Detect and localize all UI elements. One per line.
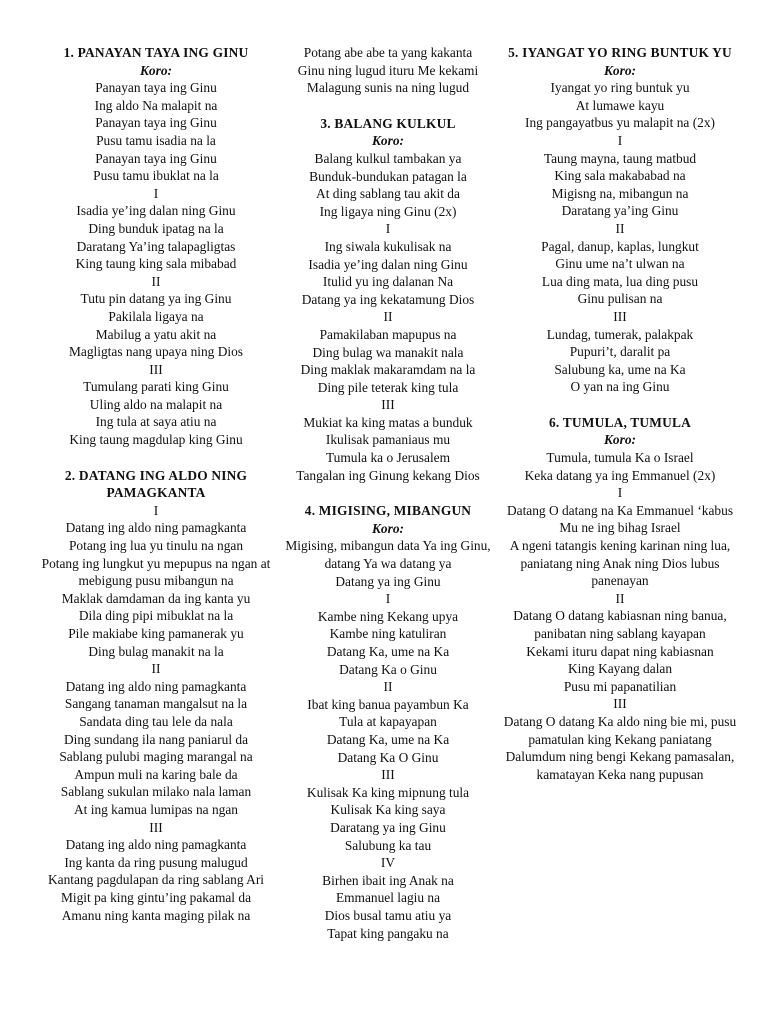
lyric-line: III	[613, 696, 627, 712]
lyric-line: Kambe ning katuliran	[329, 626, 447, 642]
koro-label: Koro:	[372, 520, 404, 536]
lyric-line: Sandata ding tau lele da nala	[79, 713, 233, 729]
koro-label: Koro:	[604, 62, 636, 78]
song-3	[268, 115, 508, 484]
lyric-line: Ing ligaya ning Ginu (2x)	[319, 203, 457, 219]
lyric-line: Dalumdum ning bengi Kekang pamasalan, kamatayan Keka nang pupusan	[505, 749, 735, 782]
lyric-line: Ding pile teterak king tula	[317, 379, 459, 395]
song-title: 1. PANAYAN TAYA ING GINU	[63, 45, 249, 60]
lyric-line: King taung king sala mibabad	[75, 256, 237, 272]
lyric-line: II	[383, 309, 393, 325]
lyric-line: Kulisak Ka king saya	[330, 802, 446, 818]
lyric-line: Maklak damdaman da ing kanta yu	[61, 590, 251, 606]
lyric-line: O yan na ing Ginu	[570, 379, 670, 395]
lyric-line: Kekami ituru dapat ning kabiasnan	[526, 643, 714, 659]
lyric-line: Ing pangayatbus yu malapit na (2x)	[524, 115, 716, 131]
lyric-line: Ibat king banua payambun Ka	[307, 696, 469, 712]
lyric-line: Mukiat ka king matas a bunduk	[303, 414, 473, 430]
lyric-line: Datang Ka o Ginu	[339, 661, 437, 677]
lyric-line: Panayan taya ing Ginu	[95, 115, 217, 131]
koro-label: Koro:	[604, 432, 636, 448]
song-5	[500, 44, 740, 396]
lyric-line: Kulisak Ka king mipnung tula	[306, 784, 470, 800]
song-title: 6. TUMULA, TUMULA	[548, 414, 692, 430]
column-3	[500, 44, 740, 783]
lyric-line: Ding bulag wa manakit nala	[312, 344, 464, 360]
lyric-line: III	[149, 361, 163, 377]
lyric-line: Pagal, danup, kaplas, lungkut	[541, 238, 699, 254]
lyric-line: Ing tula at saya atiu na	[95, 414, 217, 430]
lyric-line: Tangalan ing Ginung kekang Dios	[296, 467, 480, 483]
lyric-line: Daratang Ya’ing talapagligtas	[76, 238, 236, 254]
lyric-line: I	[617, 132, 623, 148]
lyric-line: I	[617, 485, 623, 501]
lyric-line: Dila ding pipi mibuklat na la	[78, 608, 234, 624]
song-title: 4. MIGISING, MIBANGUN	[304, 503, 472, 519]
lyric-line: Salubung ka, ume na Ka	[554, 361, 686, 377]
lyric-line: Birhen ibait ing Anak na	[322, 872, 454, 888]
lyric-line: Sablang sukulan milako nala laman	[60, 784, 252, 800]
lyric-line: Kambe ning Kekang upya	[317, 608, 459, 624]
lyric-line: Ding bunduk ipatag na la	[88, 220, 224, 236]
lyric-line: Amanu ning kanta maging pilak na	[61, 907, 251, 923]
lyric-line: Taung mayna, taung matbud	[543, 150, 697, 166]
lyric-line: Daratang ya ing Ginu	[330, 819, 446, 835]
lyric-line: II	[615, 220, 625, 236]
lyric-line: Bunduk-bundukan patagan la	[309, 168, 467, 184]
lyric-line: Sablang pulubi maging marangal na	[59, 749, 253, 765]
lyric-line: Migising, mibangun data Ya ing Ginu, datang Ya wa datang ya	[285, 538, 491, 572]
lyric-line: Datang O datang na Ka Emmanuel ‘kabus Mu ne ing bihag Israel	[506, 502, 734, 536]
lyric-line: Itulid yu ing dalanan Na	[322, 274, 454, 290]
lyric-line: I	[153, 185, 159, 201]
song-2-continued	[268, 44, 508, 97]
lyric-line: Lundag, tumerak, palakpak	[546, 326, 694, 342]
lyric-line: I	[385, 591, 391, 607]
koro-label: Koro:	[140, 62, 172, 78]
lyric-line: At lumawe kayu	[575, 97, 665, 113]
lyric-line: Migit pa king gintu’ing pakamal da	[60, 889, 252, 905]
song-1	[38, 44, 274, 449]
lyric-line: III	[381, 397, 395, 413]
lyric-line: Pile makiabe king pamanerak yu	[68, 626, 244, 641]
lyric-line: Datang ing aldo ning pamagkanta	[65, 837, 247, 853]
lyric-line: Pusu tamu ibuklat na la	[93, 168, 219, 184]
lyric-line: Pusu tamu isadia na la	[96, 132, 216, 148]
lyric-line: II	[151, 661, 161, 677]
lyric-line: Datang O datang Ka aldo ning bie mi, pusu pamatulan king Kekang paniatang	[503, 713, 737, 747]
lyric-line: Lua ding mata, lua ding pusu	[541, 273, 699, 289]
lyric-line: Datang O datang kabiasnan ning banua, panibatan ning sablang kayapan	[513, 608, 727, 641]
lyric-line: III	[381, 767, 395, 783]
song-2	[38, 467, 274, 924]
lyric-line: King taung magdulap king Ginu	[69, 432, 243, 448]
lyric-line: Panayan taya ing Ginu	[95, 150, 217, 166]
column-1	[38, 44, 274, 924]
lyric-line: Ding maklak makaramdam na la	[300, 362, 476, 378]
lyric-line: Iyangat yo ring buntuk yu	[550, 80, 690, 96]
lyric-line: III	[149, 819, 163, 835]
lyric-line: Malagung sunis na ning lugud	[306, 80, 470, 96]
lyric-line: Ing kanta da ring pusung malugud	[64, 854, 248, 870]
lyric-line: Pusu mi papanatilian	[563, 678, 677, 694]
lyric-line: Daratang ya’ing Ginu	[561, 203, 679, 219]
lyric-line: Migisng na, mibangun na	[551, 185, 689, 201]
lyric-line: Mabilug a yatu akit na	[95, 326, 217, 342]
lyric-line: Tutu pin datang ya ing Ginu	[80, 291, 232, 307]
lyric-line: At ing kamua lumipas na ngan	[73, 801, 238, 817]
lyric-line: Magligtas nang upaya ning Dios	[68, 344, 244, 360]
lyric-line: Tapat king pangaku na	[327, 925, 449, 941]
lyric-line: Ing siwala kukulisak na	[324, 238, 452, 254]
lyric-line: Isadia ye’ing dalan ning Ginu	[76, 203, 236, 219]
lyric-line: Ding bulag manakit na la	[88, 643, 224, 659]
lyric-line: Sangang tanaman mangalsut na la	[64, 696, 248, 712]
lyric-line: Datang Ka, ume na Ka	[326, 731, 450, 747]
lyric-line: Tumula ka o Jerusalem	[325, 450, 451, 466]
lyric-line: Tumula, tumula Ka o Israel	[546, 450, 694, 466]
lyric-line: Ginu ning lugud ituru Me kekami	[297, 62, 479, 78]
lyric-line: Pupuri’t, daralit pa	[569, 344, 671, 360]
lyric-line: Pakilala ligaya na	[108, 308, 204, 324]
lyric-line: Ginu pulisan na	[577, 291, 663, 307]
lyric-line: IV	[380, 855, 396, 871]
lyric-line: Tula at kapayapan	[339, 714, 437, 730]
column-2	[268, 44, 508, 942]
lyric-line: Datang ing aldo ning pamagkanta	[65, 678, 247, 694]
koro-label: Koro:	[372, 133, 404, 149]
lyric-line: Keka datang ya ing Emmanuel (2x)	[524, 467, 716, 483]
lyric-line: Ing aldo Na malapit na	[94, 97, 218, 113]
lyric-line: Potang abe abe ta yang kakanta	[303, 45, 473, 60]
lyric-line: King sala makababad na	[554, 168, 686, 184]
lyric-line: Salubung ka tau	[344, 837, 432, 853]
lyric-line: Pamakilaban mapupus na	[319, 326, 457, 342]
lyric-line: Uling aldo na malapit na	[89, 396, 223, 412]
lyric-line: Emmanuel lagiu na	[335, 890, 441, 906]
lyric-line: King Kayang dalan	[567, 661, 673, 677]
lyric-line: Ding sundang ila nang paniarul da	[63, 731, 249, 747]
lyric-line: Dios busal tamu atiu ya	[324, 907, 452, 923]
lyric-line: Ikulisak pamaniaus mu	[325, 432, 451, 448]
lyric-line: Datang Ka, ume na Ka	[326, 644, 450, 659]
song-title: 2. DATANG ING ALDO NING PAMAGKANTA	[64, 467, 248, 501]
lyric-line: Datang ing aldo ning pamagkanta	[65, 520, 247, 536]
lyric-line: A ngeni tatangis kening karinan ning lua, paniatang ning Anak ning Dios lubus panenayan	[509, 538, 731, 589]
lyric-line: At ding sablang tau akit da	[316, 186, 460, 202]
lyric-line: Potang ing lungkut yu mepupus na ngan at mebigung pusu mibangun na	[41, 555, 271, 589]
lyric-line: Ampun muli na karing bale da	[74, 766, 238, 782]
song-4	[268, 502, 508, 942]
lyric-line: Datang Ka O Ginu	[337, 749, 439, 765]
lyric-line: II	[151, 273, 161, 289]
lyric-line: II	[383, 679, 393, 695]
lyric-line: I	[153, 502, 159, 518]
lyric-line: II	[615, 590, 625, 606]
lyric-line: Datang ya ing kekatamung Dios	[301, 291, 475, 307]
song-6	[500, 414, 740, 783]
lyric-line: I	[385, 221, 391, 237]
lyric-line: Tumulang parati king Ginu	[83, 379, 229, 395]
lyric-line: III	[613, 308, 627, 324]
lyric-line: Kantang pagdulapan da ring sablang Ari	[47, 872, 265, 888]
lyric-line: Ginu ume na’t ulwan na	[555, 256, 685, 272]
lyric-line: Panayan taya ing Ginu	[95, 80, 217, 96]
song-title: 5. IYANGAT YO RING BUNTUK YU	[508, 45, 732, 60]
lyric-line: Datang ya ing Ginu	[335, 573, 441, 589]
lyric-line: Isadia ye’ing dalan ning Ginu	[308, 256, 468, 272]
lyric-line: Balang kulkul tambakan ya	[314, 150, 462, 166]
song-title: 3. BALANG KULKUL	[320, 115, 456, 131]
lyric-line: Potang ing lua yu tinulu na ngan	[68, 538, 244, 554]
